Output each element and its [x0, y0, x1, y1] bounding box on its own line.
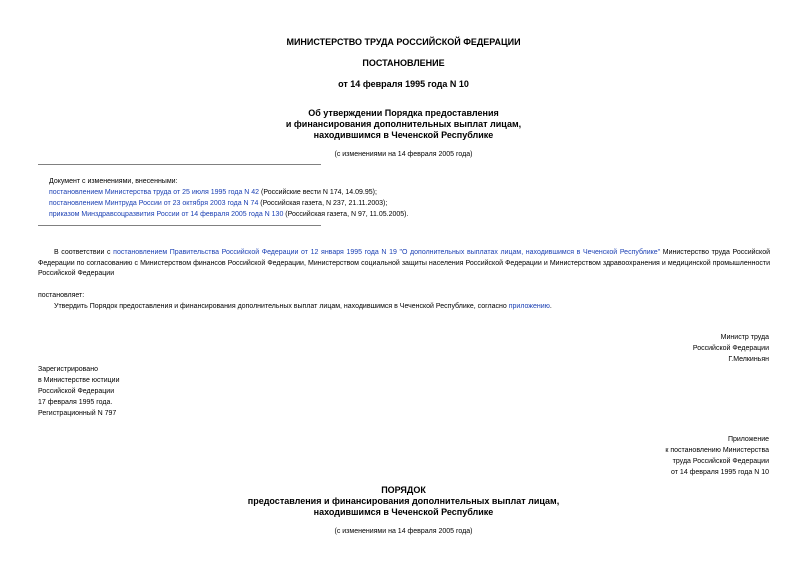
appendix-ref: к постановлению Министерства: [665, 447, 769, 454]
divider-top: [38, 164, 321, 165]
signature-name: Г.Мелкиньян: [728, 356, 769, 363]
government-decree-link[interactable]: постановлением Правительства Российской Федерации от 12 января 1995 года N 19 "О дополнительных выплатах лицам, находившимся в Чеченской Республике": [113, 249, 661, 256]
registration-line: Регистрационный N 797: [38, 410, 117, 417]
resolves-text: постановляет:: [38, 292, 85, 299]
change-item: [49, 187, 377, 198]
preamble-prefix: В соответствии с: [54, 249, 114, 256]
title-line-2: и финансирования дополнительных выплат лицам,: [285, 119, 522, 129]
order-revision-note: (с изменениями на 14 февраля 2005 года): [334, 528, 473, 535]
change-source: (Российская газета, N 97, 11.05.2005).: [283, 211, 409, 218]
change-item: [49, 209, 408, 220]
change-source: (Российские вести N 174, 14.09.95);: [259, 189, 377, 196]
registration-line: Зарегистрировано: [38, 366, 98, 373]
resolution-suffix: .: [549, 303, 552, 310]
changes-intro: Документ с изменениями, внесенными:: [49, 178, 178, 185]
title-line-1: Об утверждении Порядка предоставления: [308, 108, 499, 118]
title-line-3: находившимся в Чеченской Республике: [313, 130, 494, 140]
change-item: [49, 198, 387, 209]
doc-date: от 14 февраля 1995 года N 10: [338, 79, 469, 89]
order-subtitle-line-1: предоставления и финансирования дополнительных выплат лицам,: [247, 496, 560, 506]
signature-org: Российской Федерации: [692, 345, 769, 352]
revision-note: (с изменениями на 14 февраля 2005 года): [334, 151, 473, 158]
doc-type-heading: ПОСТАНОВЛЕНИЕ: [362, 58, 445, 68]
change-link[interactable]: приказом Минздравсоцразвития России от 14 февраля 2005 года N 130: [49, 211, 284, 218]
ministry-heading: МИНИСТЕРСТВО ТРУДА РОССИЙСКОЙ ФЕДЕРАЦИИ: [286, 37, 521, 47]
change-link[interactable]: постановлением Минтруда России от 23 октября 2003 года N 74: [49, 200, 259, 207]
appendix-date: от 14 февраля 1995 года N 10: [671, 469, 769, 476]
resolution-paragraph: [54, 301, 552, 312]
appendix-label: Приложение: [727, 436, 769, 443]
order-title: ПОРЯДОК: [381, 485, 426, 495]
appendix-ref: труда Российской Федерации: [672, 458, 769, 465]
registration-line: Российской Федерации: [38, 388, 115, 395]
appendix-link[interactable]: приложению: [508, 303, 550, 310]
registration-line: 17 февраля 1995 года.: [38, 399, 113, 406]
preamble-suffix: Министерство труда Российской Федерации по согласованию с Министерством финансов Российской Федерации, Министерством социальной защиты населения Российской Федерации и Министерством здравоохранения и медицинской промышленности Российской Федерации: [38, 249, 771, 277]
signature-title: Министр труда: [720, 334, 769, 341]
preamble-paragraph: [38, 248, 770, 280]
change-source: (Российская газета, N 237, 21.11.2003);: [258, 200, 388, 207]
change-link[interactable]: постановлением Министерства труда от 25 июля 1995 года N 42: [49, 189, 260, 196]
resolution-prefix: Утвердить Порядок предоставления и финансирования дополнительных выплат лицам, находившимся в Чеченской Республике, согласно: [54, 303, 509, 310]
registration-line: в Министерстве юстиции: [38, 377, 120, 384]
order-subtitle-line-2: находившимся в Чеченской Республике: [313, 507, 494, 517]
divider-bottom: [38, 225, 321, 226]
